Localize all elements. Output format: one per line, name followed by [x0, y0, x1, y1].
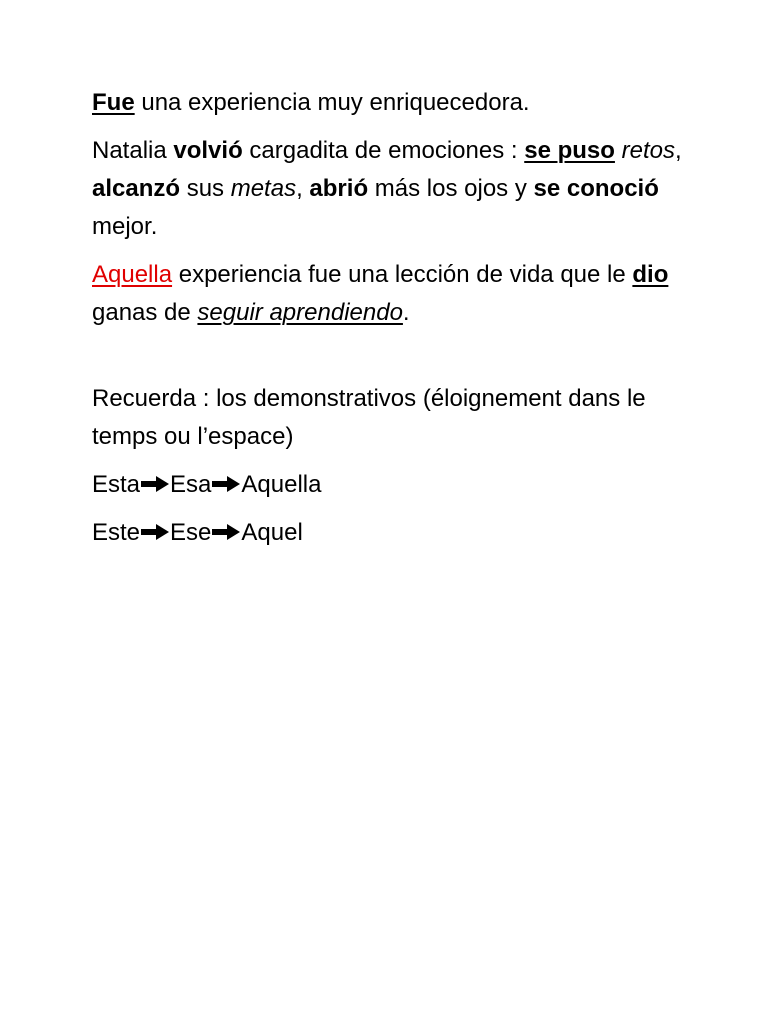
text-experiencia: experiencia fue una lección de vida que le: [172, 261, 633, 288]
word-metas: metas: [230, 175, 297, 202]
word-este: Este: [92, 519, 141, 546]
word-ese: Ese: [170, 519, 212, 546]
text-mas-los-ojos: más los ojos y: [368, 175, 534, 202]
right-arrow-icon: [211, 475, 241, 493]
word-dio: dio: [632, 261, 669, 288]
paragraph-recuerda: [92, 380, 682, 456]
word-alcanzo: alcanzó: [92, 175, 181, 202]
text-comma-2: ,: [296, 175, 310, 202]
word-aquella: Aquella: [92, 261, 173, 288]
paragraph-natalia: [92, 132, 682, 246]
recuerda-text: Recuerda : los demonstrativos (éloignement dans le temps ou l’espace): [92, 385, 646, 450]
word-se-conocio: se conoció: [533, 175, 659, 202]
text-mejor: mejor.: [92, 213, 158, 240]
text-comma-1: ,: [674, 137, 682, 164]
paragraph-aquella: [92, 256, 682, 332]
text-ganas-de: ganas de: [92, 299, 198, 326]
text-space: [615, 137, 622, 164]
text-sus: sus: [180, 175, 231, 202]
word-volvio: volvió: [173, 137, 243, 164]
paragraph-fue-text: una experiencia muy enriquecedora.: [134, 89, 530, 116]
word-abrio: abrió: [309, 175, 369, 202]
demonstratives-feminine-row: [92, 466, 682, 504]
text-cargadita: cargadita de emociones :: [242, 137, 525, 164]
word-seguir-aprendiendo: seguir aprendiendo: [197, 299, 403, 326]
text-natalia: Natalia: [92, 137, 174, 164]
paragraph-fue: [92, 84, 682, 122]
word-aquella-plain: Aquella: [241, 471, 322, 498]
demonstratives-masculine-row: [92, 514, 682, 552]
word-fue: Fue: [92, 89, 135, 116]
blank-line: [92, 342, 682, 380]
word-esa: Esa: [170, 471, 212, 498]
word-esta: Esta: [92, 471, 141, 498]
word-aquel: Aquel: [241, 519, 303, 546]
right-arrow-icon: [140, 523, 170, 541]
right-arrow-icon: [211, 523, 241, 541]
word-retos: retos: [621, 137, 675, 164]
document-body: [92, 84, 682, 562]
text-period: .: [402, 299, 410, 326]
word-se-puso: se puso: [524, 137, 615, 164]
right-arrow-icon: [140, 475, 170, 493]
